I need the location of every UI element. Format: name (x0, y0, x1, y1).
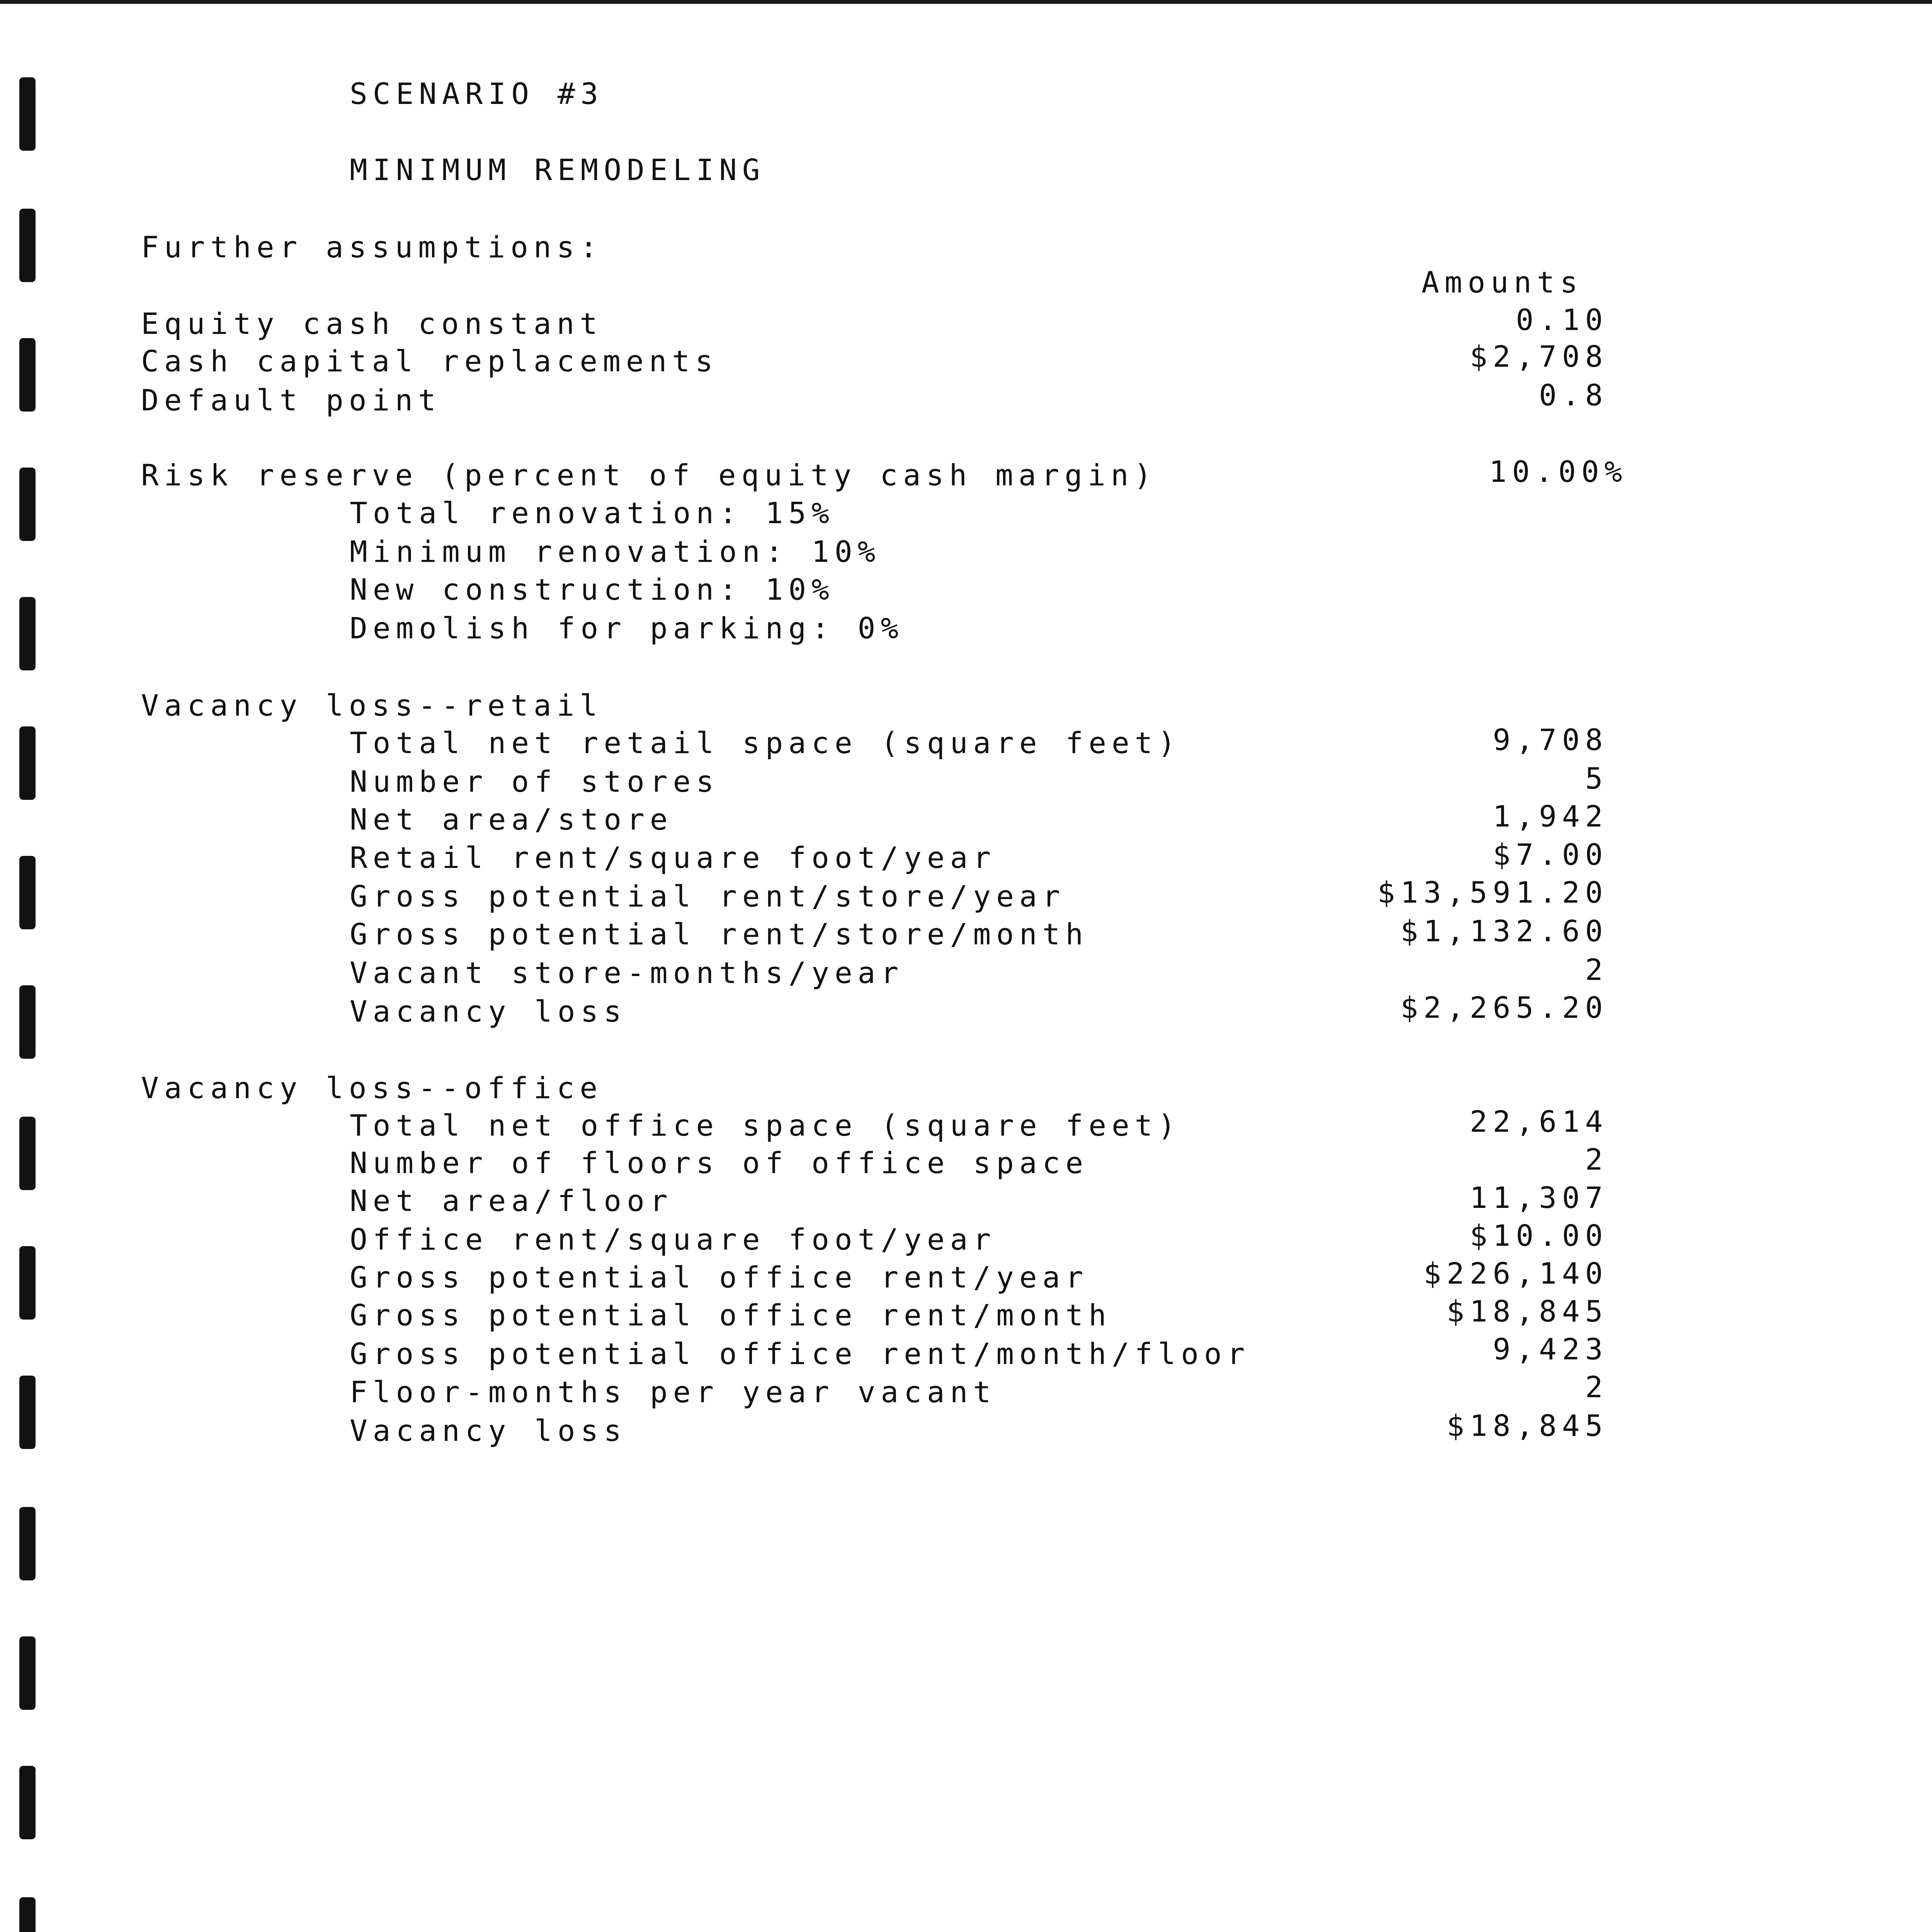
retail-row-label: Net area/store (350, 802, 673, 837)
retail-row-value: 1,942 (1493, 799, 1608, 833)
assumption-label: Cash capital replacements (141, 344, 718, 378)
office-row-label: Net area/floor (350, 1184, 673, 1218)
punch-hole (19, 856, 36, 929)
top-edge-rule (0, 0, 1932, 4)
office-row-label: Gross potential office rent/month/floor (350, 1337, 1250, 1371)
office-row-value: 9,423 (1493, 1332, 1608, 1366)
office-row-label: Gross potential office rent/month (350, 1298, 1112, 1332)
further-assumptions-heading: Further assumptions: (141, 230, 603, 264)
punch-hole (19, 1117, 36, 1190)
retail-row-value: $2,265.20 (1400, 990, 1608, 1025)
office-row-value: 2 (1585, 1142, 1608, 1177)
vacancy-retail-heading: Vacancy loss--retail (141, 688, 603, 723)
scenario-subtitle: MINIMUM REMODELING (350, 153, 765, 187)
office-row-value: $226,140 (1423, 1256, 1608, 1291)
punch-hole (19, 1376, 36, 1449)
punch-hole (19, 77, 36, 151)
scenario-title: SCENARIO #3 (350, 77, 604, 111)
office-row-label: Floor-months per year vacant (350, 1375, 997, 1409)
retail-row-label: Gross potential rent/store/month (350, 917, 1089, 951)
vacancy-office-heading: Vacancy loss--office (141, 1071, 603, 1105)
retail-row-label: Gross potential rent/store/year (350, 879, 1066, 913)
office-row-label: Gross potential office rent/year (350, 1260, 1089, 1294)
retail-row-label: Total net retail space (square feet) (350, 726, 1181, 760)
office-row-value: 11,307 (1469, 1180, 1608, 1215)
punch-hole (19, 597, 36, 670)
retail-row-label: Number of stores (350, 764, 719, 799)
retail-row-value: 2 (1585, 952, 1608, 987)
assumption-label: Default point (141, 383, 441, 417)
office-row-value: 22,614 (1469, 1104, 1608, 1139)
retail-row-value: 5 (1585, 761, 1608, 796)
office-row-value: $18,845 (1446, 1294, 1608, 1328)
risk-reserve-value: 10.00% (1489, 454, 1628, 489)
risk-reserve-item: Total renovation: 15% (350, 496, 835, 530)
punch-hole (19, 985, 36, 1059)
retail-row-value: $7.00 (1493, 837, 1608, 872)
office-row-label: Office rent/square foot/year (350, 1222, 997, 1257)
risk-reserve-item: New construction: 10% (350, 572, 835, 607)
assumption-value: $2,708 (1469, 339, 1608, 374)
punch-hole (19, 1636, 36, 1710)
office-row-label: Total net office space (square feet) (350, 1108, 1181, 1143)
assumption-value: 0.10 (1515, 303, 1608, 337)
punch-hole (19, 1897, 36, 1932)
office-row-label: Number of floors of office space (350, 1146, 1089, 1180)
retail-row-value: $13,591.20 (1377, 875, 1608, 910)
retail-row-label: Retail rent/square foot/year (350, 840, 997, 875)
risk-reserve-heading: Risk reserve (percent of equity cash margin) (141, 458, 1157, 492)
punch-hole (19, 209, 36, 282)
retail-row-value: 9,708 (1493, 723, 1608, 757)
assumption-label: Equity cash constant (141, 306, 603, 341)
punch-hole (19, 1246, 36, 1320)
retail-row-label: Vacant store-months/year (350, 956, 904, 990)
retail-row-value: $1,132.60 (1400, 914, 1608, 948)
risk-reserve-item: Minimum renovation: 10% (350, 534, 881, 569)
punch-hole (19, 1507, 36, 1580)
office-row-value: $10.00 (1469, 1218, 1608, 1253)
punch-hole (19, 726, 36, 800)
assumption-value: 0.8 (1539, 378, 1608, 412)
risk-reserve-item: Demolish for parking: 0% (350, 611, 904, 645)
office-row-value: 2 (1585, 1370, 1608, 1404)
amounts-column-heading: Amounts (1421, 265, 1583, 299)
retail-row-label: Vacancy loss (350, 994, 627, 1029)
punch-hole (19, 468, 36, 541)
office-row-label: Vacancy loss (350, 1413, 627, 1448)
punch-hole (19, 338, 36, 412)
punch-hole (19, 1766, 36, 1839)
office-row-value: $18,845 (1446, 1408, 1608, 1443)
